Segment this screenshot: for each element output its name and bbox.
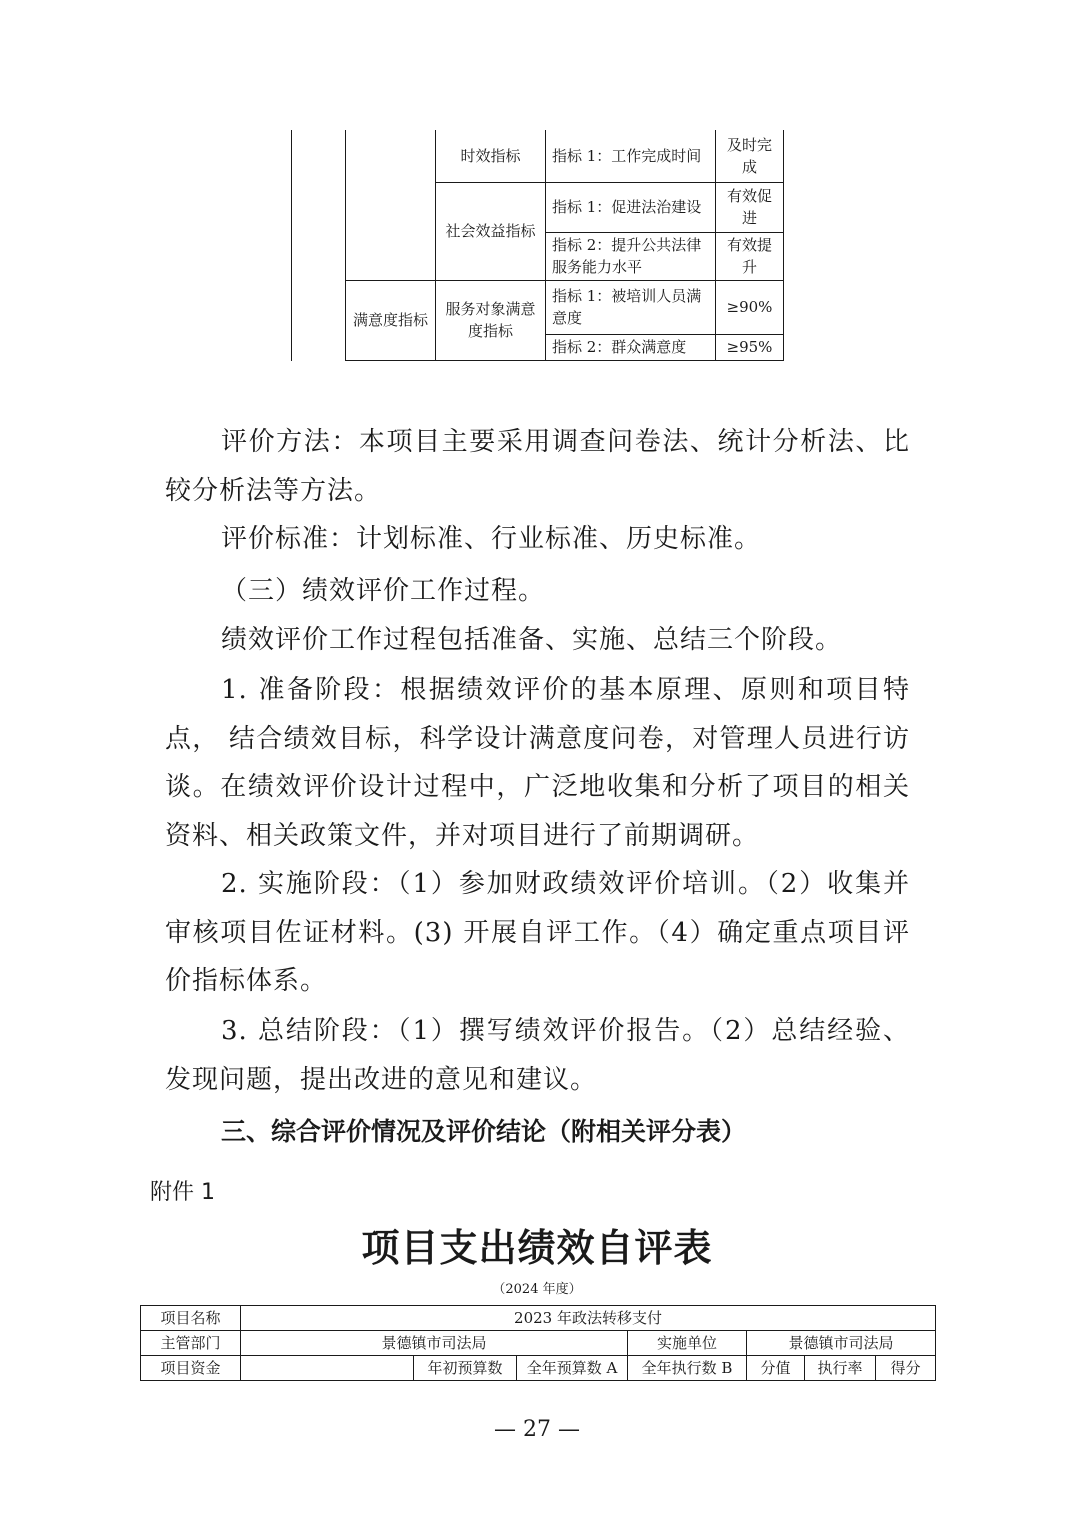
paragraph-evaluation-method: 评价方法：本项目主要采用调查问卷法、统计分析法、比较分析法等方法。 xyxy=(165,427,910,506)
impl-value: 景德镇市司法局 xyxy=(747,1331,936,1356)
indicator-cell: 指标 1：工作完成时间 xyxy=(546,130,716,182)
paragraph-implementation-stage: 2. 实施阶段：（1）参加财政绩效评价培训。（2）收集并审核项目佐证材料。(3) 开展自评工作。（4）确定重点项目评价指标体系。 xyxy=(165,869,910,996)
self-evaluation-table xyxy=(140,1305,936,1381)
paragraph-process-heading: （三）绩效评价工作过程。 xyxy=(221,576,546,606)
section-heading: 三、综合评价情况及评价结论（附相关评分表） xyxy=(221,1117,747,1146)
table-row xyxy=(346,280,784,334)
level2-cell: 满意度指标 xyxy=(346,280,436,360)
form-year: （2024 年度） xyxy=(492,1282,582,1297)
table-row xyxy=(141,1306,936,1331)
dept-label: 主管部门 xyxy=(141,1331,241,1356)
dept-value: 景德镇市司法局 xyxy=(241,1331,628,1356)
level3-cell: 服务对象满意度指标 xyxy=(436,280,546,360)
value-cell: 及时完成 xyxy=(716,130,784,182)
funds-header: 全年执行数 B xyxy=(628,1356,747,1381)
funds-header: 执行率 xyxy=(805,1356,876,1381)
level2-cell xyxy=(346,130,436,280)
funds-header: 年初预算数 xyxy=(414,1356,517,1381)
paragraph-preparation-stage: 1. 准备阶段：根据绩效评价的基本原理、原则和项目特点， 结合绩效目标，科学设计满意度问卷，对管理人员进行访谈。在绩效评价设计过程中，广泛地收集和分析了项目的相关资料、相关政策文件，并对项目进行了前期调研。 xyxy=(165,675,910,851)
indicator-cell: 指标 1：被培训人员满意度 xyxy=(546,280,716,334)
level3-cell: 时效指标 xyxy=(436,130,546,182)
paragraph-process-intro: 绩效评价工作过程包括准备、实施、总结三个阶段。 xyxy=(221,625,843,655)
value-cell: ≥90% xyxy=(716,280,784,334)
form-title: 项目支出绩效自评表 xyxy=(361,1225,713,1270)
project-name-value: 2023 年政法转移支付 xyxy=(241,1306,936,1331)
table-left-border xyxy=(291,130,292,361)
funds-header: 全年预算数 A xyxy=(517,1356,628,1381)
indicator-table xyxy=(345,130,784,361)
funds-blank xyxy=(241,1356,414,1381)
attachment-label: 附件 1 xyxy=(150,1180,215,1205)
funds-header: 得分 xyxy=(876,1356,936,1381)
page-number: — 27 — xyxy=(494,1417,580,1442)
value-cell: 有效提升 xyxy=(716,232,784,280)
paragraph-summary-stage: 3. 总结阶段：（1）撰写绩效评价报告。（2）总结经验、发现问题，提出改进的意见和建议。 xyxy=(165,1016,910,1095)
funds-label: 项目资金 xyxy=(141,1356,241,1381)
indicator-cell: 指标 2：提升公共法律服务能力水平 xyxy=(546,232,716,280)
table-row xyxy=(141,1356,936,1381)
paragraph-evaluation-standard: 评价标准：计划标准、行业标准、历史标准。 xyxy=(221,524,762,554)
funds-header: 分值 xyxy=(747,1356,805,1381)
impl-label: 实施单位 xyxy=(628,1331,747,1356)
table-row xyxy=(141,1331,936,1356)
indicator-cell: 指标 2：群众满意度 xyxy=(546,334,716,360)
value-cell: 有效促进 xyxy=(716,182,784,232)
table-row xyxy=(346,130,784,182)
project-name-label: 项目名称 xyxy=(141,1306,241,1331)
value-cell: ≥95% xyxy=(716,334,784,360)
indicator-cell: 指标 1：促进法治建设 xyxy=(546,182,716,232)
level3-cell: 社会效益指标 xyxy=(436,182,546,280)
